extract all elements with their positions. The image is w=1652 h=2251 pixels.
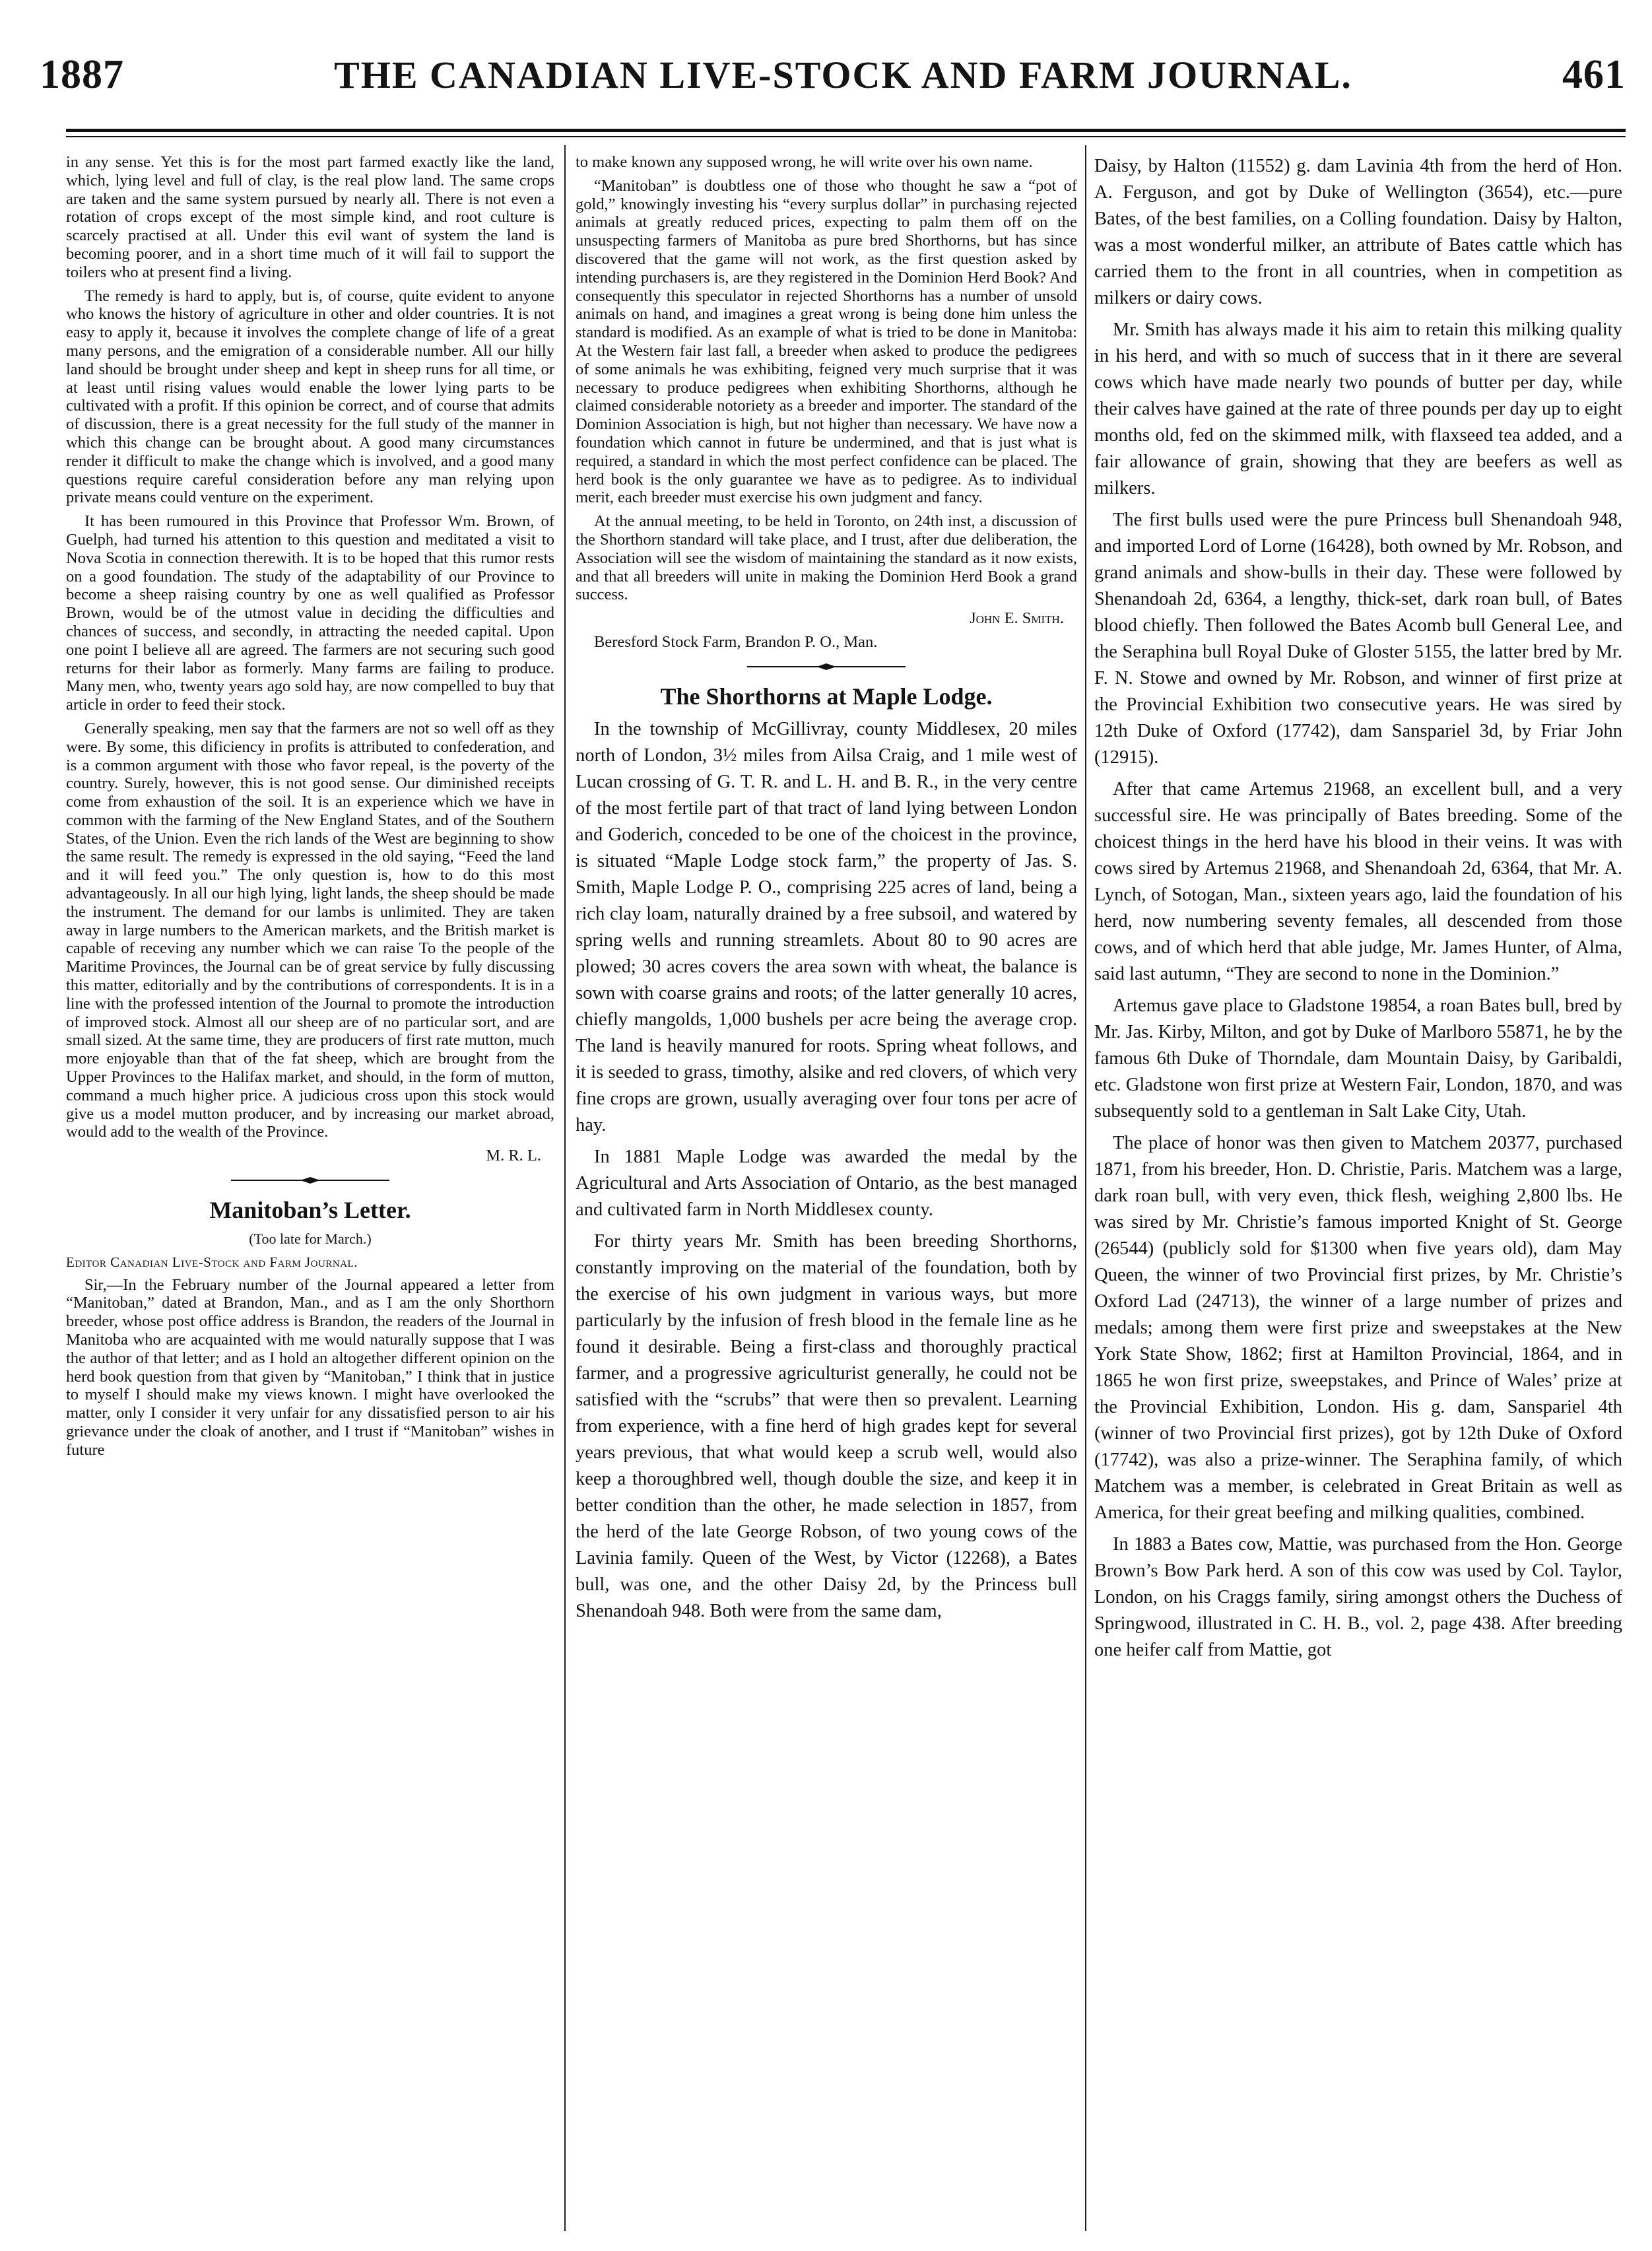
col1-paragraph-5: Sir,—In the February number of the Journal appeared a letter from “Manitoban,” dated at Brandon, Man., and as I am the only Shorthorn breeder, whose post office address is Brandon, the readers of the Journal in Manitoba who are acquainted with me would naturally suppose that I was the author of that letter; and as I hold an altogether different opinion on the herd book question from that given by “Manitoban,” I think that in justice to myself I should make my views known. I might have overlooked the matter, only I consider it very unfair for any dissatisfied person to air his grievance under the cloak of another, and I trust if “Manitoban” wishes in future bbox=[66, 1275, 554, 1459]
column-divider-2 bbox=[1085, 145, 1086, 2231]
col2-paragraph-4: In the township of McGillivray, county Middlesex, 20 miles north of London, 3½ miles from Ailsa Craig, and 1 mile west of Lucan crossing of G. T. R. and L. H. and B. R., in the very centre of the most fertile part of that tract of land lying between London and Goderich, conceded to be one of the choicest in the province, is situated “Maple Lodge stock farm,” the property of Jas. S. Smith, Maple Lodge P. O., comprising 225 acres of land, being a rich clay loam, naturally drained by a free subsoil, and watered by spring wells and running streamlets. About 80 to 90 acres are plowed; 30 acres covers the area sown with wheat, the balance is sown with coarse grains and roots; of the latter generally 10 acres, chiefly mangolds, 1,000 bushels per acre being the average crop. The land is heavily manured for roots. Spring wheat follows, and it is seeded to grass, timothy, alsike and red clovers, of which very fine crops are grown, usually averaging over four tons per acre of hay. bbox=[576, 718, 1077, 1135]
col3-paragraph-5: Artemus gave place to Gladstone 19854, a roan Bates bull, bred by Mr. Jas. Kirby, Milton, and got by Duke of Marlboro 55871, he by the famous 6th Duke of Thorndale, dam Mountain Daisy, by Garibaldi, etc. Gladstone won first prize at Western Fair, London, 1870, and was subsequently sold to a gentleman in Salt Lake City, Utah. bbox=[1094, 995, 1622, 1122]
col2-paragraph-2: “Manitoban” is doubtless one of those who thought he saw a “pot of gold,” knowingly investing his “every surplus dollar” in purchasing rejected animals at greatly reduced prices, expecting to palm them off on the unsuspecting farmers of Manitoba as pure bred Shorthorns, but has since discovered that the game will not work, as the first question asked by intending purchasers is, are they registered in the Dominion Herd Book? And consequently this speculator in rejected Shorthorns has a number of unsold animals on hand, and imagines a great wrong is being done him unless the standard is modified. As an example of what is tried to be done in Manitoba: At the Western fair last fall, a breeder when asked to produce the pedigrees of some animals he was exhibiting, feigned very much surprise that it was necessary to produce pedigrees when exhibiting Shorthorns, although he claimed considerable notoriety as a breeder and importer. The standard of the Dominion Association is high, but not higher than necessary. We have now a foundation which cannot in future be undermined, and that is just what is required, a standard in which the most perfect confidence can be placed. The herd book is the only guarantee we have as to pedigree. As to individual merit, each breeder must exercise his own judgment and fancy. bbox=[576, 176, 1077, 507]
header-rule-thin bbox=[66, 136, 1626, 137]
column-divider-1 bbox=[564, 145, 566, 2231]
page-number: 461 bbox=[1562, 52, 1626, 97]
col3-paragraph-1: Daisy, by Halton (11552) g. dam Lavinia 4th from the herd of Hon. A. Ferguson, and got by Duke of Wellington (3654), etc.—pure Bates, of the best families, on a Colling foundation. Daisy by Halton, was a most wonderful milker, an attribute of Bates cattle which has carried them to the front in all countries, when in competition as milkers or dairy cows. bbox=[1094, 156, 1622, 308]
col3-paragraph-7: In 1883 a Bates cow, Mattie, was purchased from the Hon. George Brown’s Bow Park herd. A son of this cow was used by Col. Taylor, London, on his Craggs family, siring amongst others the Duchess of Springwood, illustrated in C. H. B., vol. 2, page 438. After breeding one heifer calf from Mattie, got bbox=[1094, 1534, 1622, 1660]
col1-paragraph-2: The remedy is hard to apply, but is, of course, quite evident to anyone who knows the history of agriculture in other and older countries. It is not easy to apply it, because it involves the complete change of life of a great many persons, and the emigration of a considerable number. All our hilly land should be brought under sheep and kept in sheep runs for all time, or at least until rising values would enable the lower lying parts to be cultivated with a profit. If this opinion be correct, and of course that admits of discussion, there is a great necessity for the full study of the manner in which this change can be brought about. A good many circumstances render it difficult to make the change which is involved, and a good many questions require careful consideration before any man relying upon private means could venture on the experiment. bbox=[66, 286, 554, 507]
journal-title: THE CANADIAN LIVE-STOCK AND FARM JOURNAL. bbox=[334, 53, 1352, 96]
section-heading-manitobans-letter: Manitoban’s Letter. bbox=[209, 1197, 411, 1224]
col3-paragraph-2: Mr. Smith has always made it his aim to retain this milking quality in his herd, and with so much of success that in it there are several cows which have made nearly two pounds of butter per day, while their calves have gained at the rate of three pounds per day up to eight months old, fed on the skimmed milk, with flaxseed tea added, and a fair allowance of grain, showing that they are beefers as well as milkers. bbox=[1094, 319, 1622, 498]
column-1 bbox=[66, 153, 554, 2233]
article-signature: M. R. L. bbox=[486, 1147, 541, 1165]
section-divider-ornament-2 bbox=[741, 662, 912, 671]
column-2 bbox=[576, 153, 1077, 2233]
letter-dateline: Beresford Stock Farm, Brandon P. O., Man. bbox=[594, 632, 878, 651]
editor-salutation: Editor Canadian Live-Stock and Farm Journal. bbox=[66, 1254, 358, 1270]
col2-paragraph-5: In 1881 Maple Lodge was awarded the medal by the Agricultural and Arts Association of Ontario, as the best managed and cultivated farm in North Middlesex county. bbox=[576, 1146, 1077, 1220]
col3-paragraph-6: The place of honor was then given to Matchem 20377, purchased 1871, from his breeder, Hon. D. Christie, Paris. Matchem was a large, dark roan bull, with very even, thick flesh, weighing 2,800 lbs. He was sired by Mr. Christie’s famous imported Knight of St. George (26544) (publicly sold for $1300 when five years old), dam May Queen, the winner of two Provincial first prizes, by Mr. Christie’s Oxford Lad (24713), the winner of a large number of prizes and medals; among them were first prize and sweepstakes at the New York State Show, 1862; first at Hamilton Provincial, 1864, and in 1865 he won first prize, sweepstakes, and Prince of Wales’ prize at the Provincial Exhibition, London. His g. dam, Sanspariel 4th (winner of two Provincial first prizes), got by 12th Duke of Oxford (17742), was also a prize-winner. The Seraphina family, of which Matchem was a member, is celebrated in Great Britain as well as America, for their great beefing and milking qualities, combined. bbox=[1094, 1133, 1622, 1523]
header-year: 1887 bbox=[40, 52, 124, 97]
header-rule-thick bbox=[66, 129, 1626, 132]
col3-paragraph-4: After that came Artemus 21968, an excellent bull, and a very successful sire. He was principally of Bates breeding. Some of the choicest things in the herd have his blood in their veins. It was with cows sired by Artemus 21968, and Shenandoah 2d, 6364, that Mr. A. Lynch, of Sotogan, Man., sixteen years ago, laid the foundation of his herd, now numbering seventy females, all descended from those cows, and of which herd that able judge, Mr. James Hunter, of Alma, said last autumn, “They are second to none in the Dominion.” bbox=[1094, 779, 1622, 984]
letter-signer: John E. Smith. bbox=[970, 609, 1064, 628]
col1-paragraph-3: It has been rumoured in this Province that Professor Wm. Brown, of Guelph, had turned his attention to this question and meditated a visit to Nova Scotia in connection therewith. It is to be hoped that this rumor rests on a good foundation. The study of the adaptability of our Province to become a sheep raising country by one as well qualified as Professor Brown, would be of the utmost value in deciding the difficulties and chances of success, and secondly, in attracting the needed capital. Upon one point I believe all are agreed. The farmers are not securing such good returns for their labor as formerly. Many farms are failing to produce. Many men, who, twenty years ago sold hay, are now compelled to buy that article in order to feed their stock. bbox=[66, 512, 554, 714]
col2-paragraph-1: to make known any supposed wrong, he will write over his own name. bbox=[576, 153, 1033, 171]
page-header bbox=[40, 51, 1626, 124]
section-divider-ornament bbox=[224, 1176, 396, 1185]
col2-paragraph-3: At the annual meeting, to be held in Toronto, on 24th inst, a discussion of the Shorthorn standard will take place, and I trust, after due deliberation, the Association will see the wisdom of maintaining the standard as it now exists, and that all breeders will unite in making the Dominion Herd Book a grand success. bbox=[576, 512, 1077, 604]
col1-paragraph-1: in any sense. Yet this is for the most part farmed exactly like the land, which, lying level and full of clay, is the real plow land. The same crops are taken and the same system pursued by nearly all. There is not even a rotation of crops except of the most simple kind, and root culture is scarcely practised at all. Under this evil want of system the land is becoming poorer, and in a short time much of it will fail to support the toilers who at present find a living. bbox=[66, 153, 554, 281]
col1-paragraph-4: Generally speaking, men say that the farmers are not so well off as they were. By some, this dificiency in profits is attributed to confederation, and is a common argument with those who favor repeal, is the poverty of the country. Surely, however, this is not good sense. Our diminished receipts come from exhaustion of the soil. It is an experience which we have in common with the farming of the New England States, and of the Southern States, of the Union. Even the rich lands of the West are beginning to show the same result. The remedy is expressed in the old saying, “Feed the land and it will feed you.” The only question is, how to do this most advantageously. In all our high lying, light lands, the sheep should be made the instrument. The demand for our lambs is unlimited. They are taken away in large numbers to the American markets, and the British market is capable of receving any number which we can raise To the people of the Maritime Provinces, the Journal can be of great service by fully discussing this matter, editorially and by the contributions of correspondents. It is in a line with the professed intention of the Journal to promote the introduction of improved stock. Almost all our sheep are of no particular sort, and are small sized. At the same time, they are producers of first rate mutton, much more enjoyable than that of the fat sheep, which are brought from the Upper Provinces to the Halifax market, and should, in the form of mutton, command a much higher price. A judicious cross upon this stock would give us a model mutton producer, and by increasing our market abroad, would add to the wealth of the Province. bbox=[66, 719, 554, 1141]
section-heading-shorthorns: The Shorthorns at Maple Lodge. bbox=[660, 683, 993, 710]
column-3 bbox=[1094, 153, 1622, 2233]
col3-paragraph-3: The first bulls used were the pure Princess bull Shenandoah 948, and imported Lord of Lorne (16428), both owned by Mr. Robson, and grand animals and show-bulls in their day. These were followed by Shenandoah 2d, 6364, a lengthy, thick-set, dark roan bull, of Bates blood chiefly. Then followed the Bates Acomb bull General Lee, and the Seraphina bull Royal Duke of Gloster 5155, the latter bred by Mr. F. N. Stowe and owned by Mr. Robson, and winner of first prize at the Provincial Exhibition two consecutive years. He was sired by 12th Duke of Oxford (17742), dam Sanspariel 3d, by Friar John (12915). bbox=[1094, 510, 1622, 768]
heading-subnote: (Too late for March.) bbox=[249, 1230, 372, 1248]
col2-paragraph-6: For thirty years Mr. Smith has been breeding Shorthorns, constantly improving on the material of the foundation, both by the exercise of his own judgment in various ways, but more particularly by the infusion of fresh blood in the female line as he found it desirable. Being a first-class and thoroughly practical farmer, and a progressive agriculturist generally, he could not be satisfied with the “scrubs” that were then so prevalent. Learning from experience, with a fine herd of high grades kept for several years previous, that what would keep a scrub well, would also keep a thoroughbred well, though double the size, and keep it in better condition than the other, he made selection in 1857, from the herd of the late George Robson, of two young cows of the Lavinia family. Queen of the West, by Victor (12268), a Bates bull, was one, and the other Daisy 2d, by the Princess bull Shenandoah 948. Both were from the same dam, bbox=[576, 1230, 1077, 1621]
